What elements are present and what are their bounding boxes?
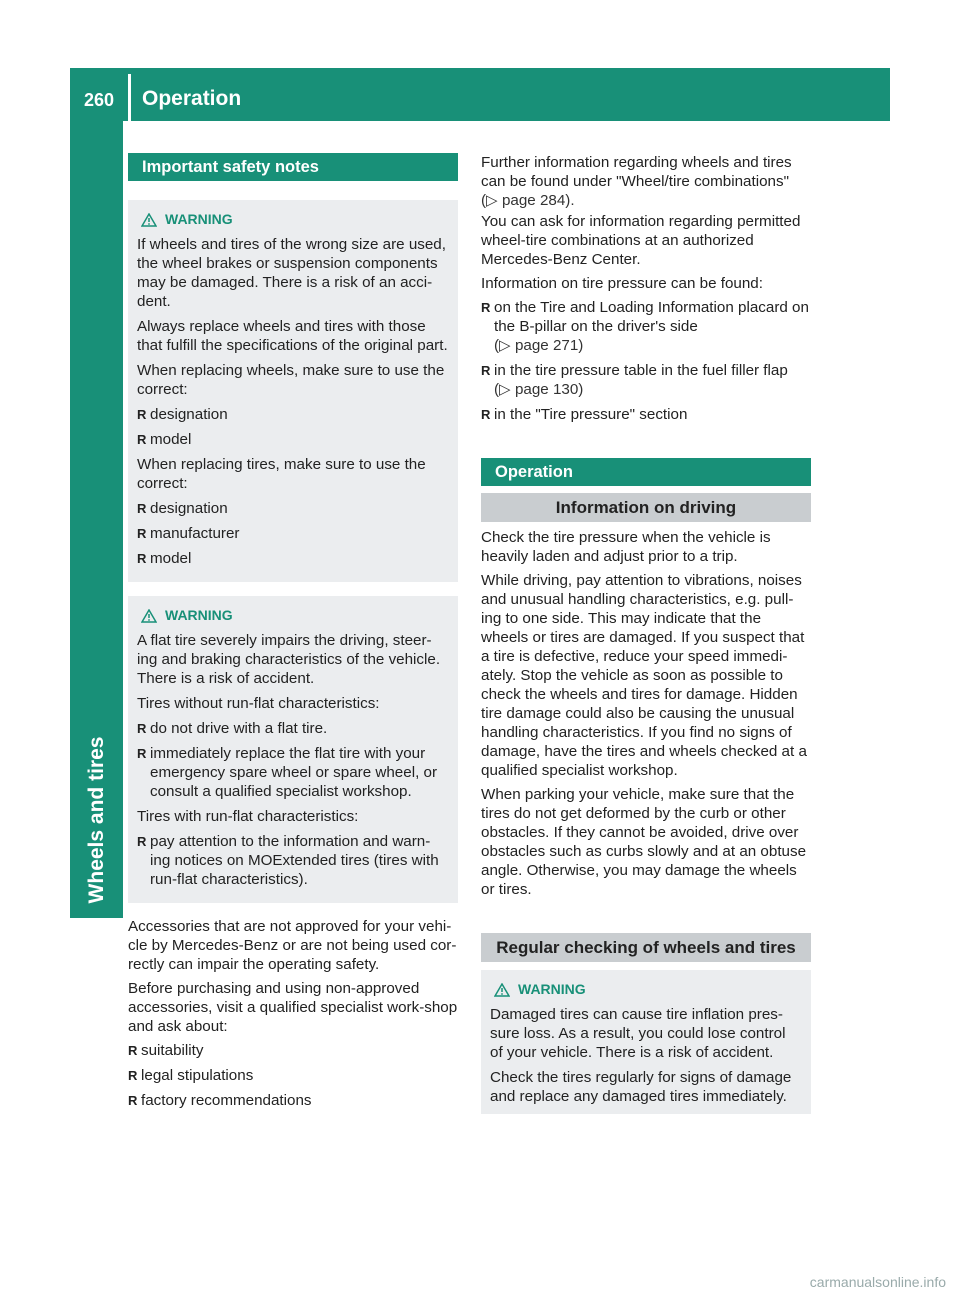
paragraph: You can ask for information regarding permitted wheel-tire combinations at an authorized Mercedes-Benz Center.: [481, 213, 801, 268]
warning-heading: WARNING: [490, 980, 802, 999]
header-divider: [128, 74, 131, 121]
list-item: R designation: [137, 499, 449, 518]
list-item: R pay attention to the information and warn-ing notices on MOExtended tires (tires with run-flat characteristics).: [137, 832, 449, 889]
heading-information-on-driving: Information on driving: [481, 493, 811, 522]
paragraph: Information on tire pressure can be found:: [481, 275, 763, 292]
paragraph: If wheels and tires of the wrong size are used, the wheel brakes or suspension components may be damaged. There is a risk of an acci-dent.: [137, 236, 446, 310]
list-item: R do not drive with a flat tire.: [137, 719, 449, 738]
list-item: R on the Tire and Loading Information placard on the B-pillar on the driver's side (▷ page 271): [481, 298, 811, 355]
list-item: R model: [137, 549, 449, 568]
list-item: R model: [137, 430, 449, 449]
heading-operation: Operation: [481, 458, 811, 486]
page-number: 260: [84, 90, 115, 110]
paragraph: Tires without run-flat characteristics:: [137, 695, 380, 712]
list-item: R in the tire pressure table in the fuel filler flap (▷ page 130): [481, 361, 811, 399]
page-reference-link[interactable]: (▷ page 130): [494, 381, 584, 398]
bullet-list: [137, 405, 449, 449]
warning-box-flat-tire: [128, 596, 458, 903]
bullet-list: [137, 499, 449, 568]
paragraph: When replacing wheels, make sure to use the correct:: [137, 362, 445, 398]
bullet-list: [137, 719, 449, 801]
list-item: R immediately replace the flat tire with your emergency spare wheel or spare wheel, or consult a qualified specialist workshop.: [137, 744, 449, 801]
bullet-list: [137, 832, 449, 889]
list-item: R manufacturer: [137, 524, 449, 543]
warning-box-wrong-size: [128, 200, 458, 582]
warning-triangle-icon: [494, 983, 510, 997]
heading-regular-checking: Regular checking of wheels and tires: [481, 933, 811, 962]
page-reference-link[interactable]: (▷ page 284).: [481, 192, 575, 209]
paragraph: Before purchasing and using non-approved accessories, visit a qualified specialist work-shop and ask about:: [128, 980, 458, 1035]
page-reference-link[interactable]: (▷ page 271): [494, 337, 584, 354]
left-column: [128, 153, 458, 1116]
footer-watermark: carmanualsonline.info: [809, 1274, 946, 1290]
bullet-list: [128, 1041, 458, 1110]
warning-heading: WARNING: [137, 210, 449, 229]
accessories-section: [128, 917, 458, 1110]
page-header-bar: [70, 68, 890, 121]
paragraph: Check the tire pressure when the vehicle is heavily laden and adjust prior to a trip.: [481, 529, 771, 565]
list-item: R legal stipulations: [128, 1066, 458, 1085]
list-item: R in the "Tire pressure" section: [481, 405, 811, 424]
section-title: Operation: [142, 87, 242, 110]
list-item: R designation: [137, 405, 449, 424]
warning-triangle-icon: [141, 213, 157, 227]
paragraph: While driving, pay attention to vibrations, noises and unusual handling characteristics, e.g. pull-ing to one side. This may indicate that the wheels or tires are damaged. If you suspect that a tire is defective, reduce your speed immedi-ately. Stop the vehicle as soon as possible to check the wheels and tires for damage. Hidden tire damage could also be causing the unusual handling characteristics. If you find no signs of damage, have the tires and wheels checked at a qualified specialist workshop.: [481, 572, 807, 779]
paragraph: A flat tire severely impairs the driving, steer-ing and braking characteristics of the vehicle. There is a risk of accident.: [137, 632, 441, 687]
paragraph: Tires with run-flat characteristics:: [137, 808, 359, 825]
warning-heading: WARNING: [137, 606, 449, 625]
paragraph: Damaged tires can cause tire inflation pres-sure loss. As a result, you could lose control of your vehicle. There is a risk of accident.: [490, 1006, 786, 1061]
bullet-list: [481, 298, 811, 424]
paragraph: Always replace wheels and tires with those that fulfill the specifications of the original part.: [137, 318, 448, 354]
paragraph: When replacing tires, make sure to use the correct:: [137, 456, 426, 492]
warning-box-damaged-tires: [481, 970, 811, 1114]
list-item: R factory recommendations: [128, 1091, 458, 1110]
heading-important-safety-notes: Important safety notes: [128, 153, 458, 181]
paragraph: Further information regarding wheels and tires can be found under "Wheel/tire combinations" (▷ page 284).: [481, 154, 792, 209]
paragraph: Check the tires regularly for signs of damage and replace any damaged tires immediately.: [490, 1069, 792, 1105]
paragraph: When parking your vehicle, make sure that the tires do not get deformed by the curb or other obstacles. If they cannot be avoided, drive over obstacles such as curbs slowly and at an obtuse angle. Otherwise, you may damage the wheels or tires.: [481, 786, 807, 898]
paragraph: Accessories that are not approved for your vehi-cle by Mercedes-Benz or are not being used cor-rectly can impair the operating safety.: [128, 918, 457, 973]
right-column: [481, 153, 811, 1114]
side-chapter-label: Wheels and tires: [85, 736, 108, 904]
list-item: R suitability: [128, 1041, 458, 1060]
warning-triangle-icon: [141, 609, 157, 623]
